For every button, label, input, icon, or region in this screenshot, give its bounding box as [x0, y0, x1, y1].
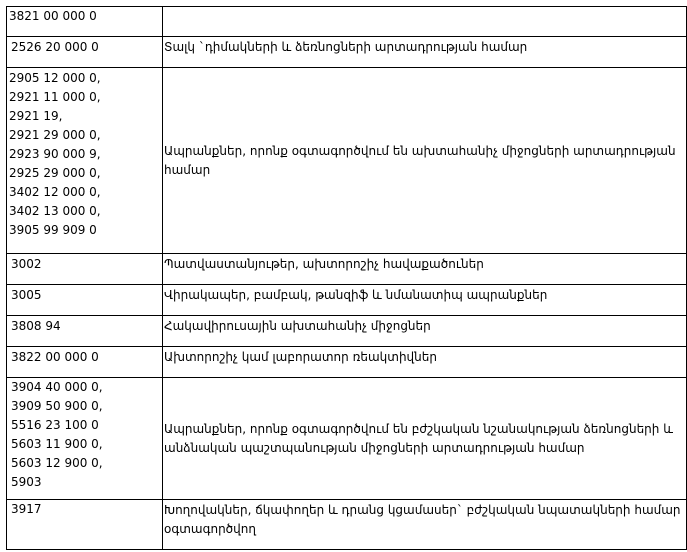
code-line: 2921 11 000 0, — [9, 90, 101, 104]
code-line: 5903 — [11, 475, 42, 489]
table-row — [7, 7, 687, 37]
code-line: 2526 20 000 0 — [11, 40, 99, 54]
code-cell — [7, 37, 163, 68]
code-line: 3905 99 909 0 — [9, 223, 97, 237]
customs-codes-table — [6, 6, 687, 550]
table-body — [7, 7, 687, 550]
code-line: 5603 11 900 0, — [11, 437, 103, 451]
code-line: 2905 12 000 0, — [9, 71, 101, 85]
code-cell — [7, 68, 163, 254]
code-line: 5603 12 900 0, — [11, 456, 103, 470]
code-line: 2921 29 000 0, — [9, 128, 101, 142]
code-cell — [7, 500, 163, 550]
code-cell — [7, 285, 163, 316]
code-cell — [7, 254, 163, 285]
code-line: 2923 90 000 9, — [9, 147, 101, 161]
description-cell: Ախտորոշիչ կամ լաբորատոր ռեակտիվներ — [163, 347, 687, 378]
table-row — [7, 378, 687, 500]
table-row — [7, 37, 687, 68]
code-line: 3909 50 900 0, — [11, 399, 103, 413]
code-cell — [7, 7, 163, 37]
description-cell: Տալկ `դիմակների և ձեռնոցների արտադրության համար — [163, 37, 687, 68]
code-line: 3808 94 — [11, 319, 61, 333]
table-row — [7, 285, 687, 316]
code-line: 3402 13 000 0, — [9, 204, 101, 218]
code-line: 2925 29 000 0, — [9, 166, 101, 180]
code-cell — [7, 347, 163, 378]
table-row — [7, 68, 687, 254]
description-cell — [163, 7, 687, 37]
code-line: 3821 00 000 0 — [9, 9, 97, 23]
code-line: 5516 23 100 0 — [11, 418, 99, 432]
table-row — [7, 347, 687, 378]
description-cell: Պատվաստանյութեր, ախտորոշիչ հավաքածուներ — [163, 254, 687, 285]
code-cell — [7, 316, 163, 347]
code-line: 3917 — [11, 502, 42, 516]
description-cell: Ապրանքներ, որոնք օգտագործվում են բժշկական նշանակության ձեռնոցների և անձնական պաշտպանության միջոցների արտադրության համար — [163, 378, 687, 500]
code-line: 2921 19, — [9, 109, 63, 123]
code-line: 3904 40 000 0, — [11, 380, 103, 394]
table-row — [7, 254, 687, 285]
code-line: 3402 12 000 0, — [9, 185, 101, 199]
code-line: 3005 — [11, 288, 42, 302]
code-line: 3002 — [11, 257, 42, 271]
table-row — [7, 500, 687, 550]
description-cell: Ապրանքներ, որոնք օգտագործվում են ախտահանիչ միջոցների արտադրության համար — [163, 68, 687, 254]
code-cell — [7, 378, 163, 500]
description-cell: Վիրակապեր, բամբակ, թանզիֆ և նմանատիպ ապրանքներ — [163, 285, 687, 316]
description-cell: Հակավիրուսային ախտահանիչ միջոցներ — [163, 316, 687, 347]
table-row — [7, 316, 687, 347]
code-line: 3822 00 000 0 — [11, 350, 99, 364]
description-cell: Խողովակներ, ճկափողեր և դրանց կցամասեր` բժշկական նպատակների համար օգտագործվող — [163, 500, 687, 550]
